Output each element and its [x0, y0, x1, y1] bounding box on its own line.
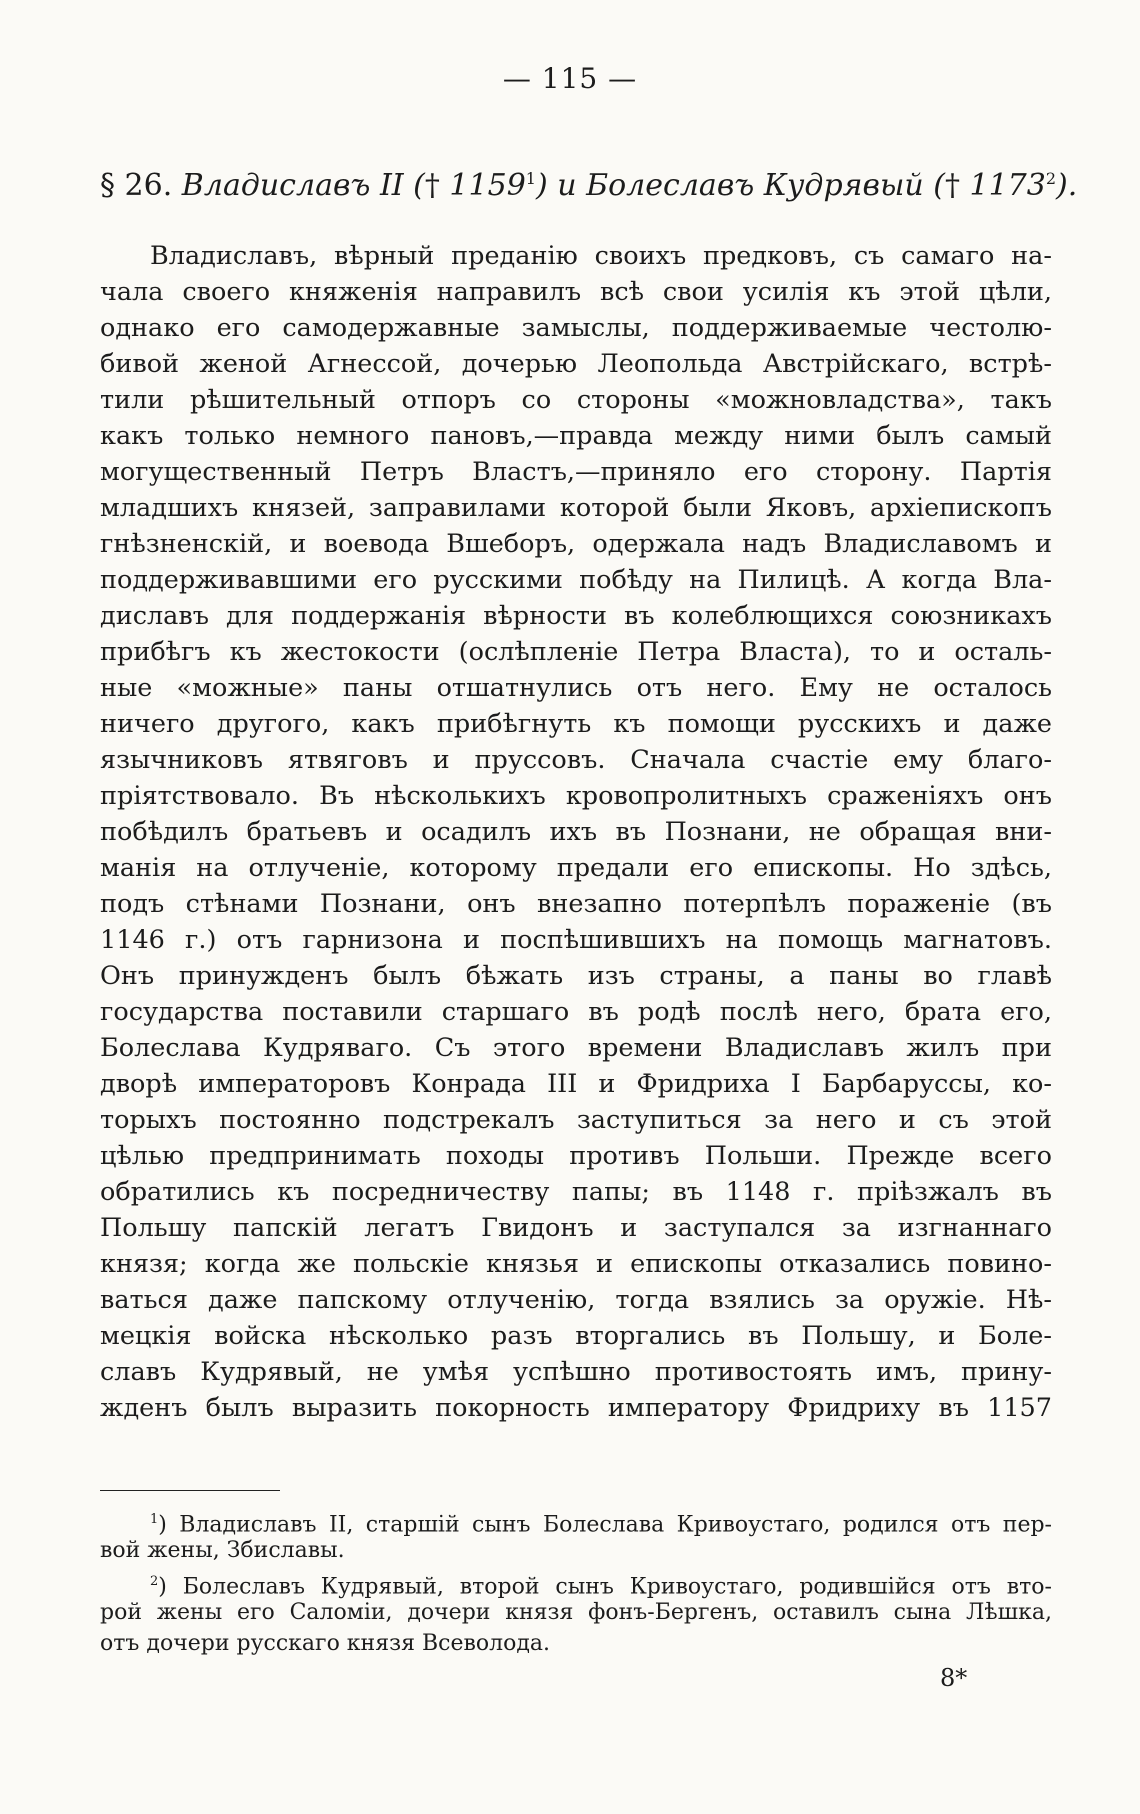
- heading-year-1: 1159: [439, 168, 526, 203]
- body-line: подъ стѣнами Познани, онъ внезапно потерпѣлъ пораженіе (въ: [100, 889, 1052, 919]
- body-line: однако его самодержавные замыслы, поддерживаемые честолю-: [100, 313, 1052, 343]
- footnote-mark: 2: [150, 1574, 159, 1589]
- footnote-text: вой жены, Збиславы.: [100, 1538, 345, 1563]
- body-line: жденъ былъ выразить покорность императору Фридриху въ 1157: [100, 1393, 1052, 1423]
- body-line: Польшу папскій легатъ Гвидонъ и заступался за изгнаннаго: [100, 1213, 1052, 1243]
- footnote-text: ) Болеславъ Кудрявый, второй сынъ Кривоустаго, родившійся отъ вто-: [158, 1574, 1052, 1600]
- footnote-line: [100, 1504, 1052, 1538]
- footnote-text: рой жены его Саломіи, дочери князя фонъ-Бергенъ, оставилъ сына Лѣшка,: [100, 1600, 1052, 1625]
- section-number: § 26.: [100, 168, 173, 203]
- body-line: пріятствовало. Въ нѣсколькихъ кровопролитныхъ сраженіяхъ онъ: [100, 781, 1052, 811]
- page-number: — 115 —: [502, 62, 638, 95]
- body-line: младшихъ князей, заправилами которой были Яковъ, архіепископъ: [100, 493, 1052, 523]
- body-line: побѣдилъ братьевъ и осадилъ ихъ въ Познани, не обращая вни-: [100, 817, 1052, 847]
- body-line: диславъ для поддержанія вѣрности въ колеблющихся союзникахъ: [100, 601, 1052, 631]
- body-line: поддерживавшими его русскими побѣду на Пилицѣ. А когда Вла-: [100, 565, 1052, 595]
- footnote-line: [100, 1566, 1052, 1600]
- body-line: князя; когда же польскіе князья и епископы отказались повино-: [100, 1249, 1052, 1279]
- heading-title-part-2: ) и Болеславъ Кудрявый (: [535, 168, 945, 203]
- body-line: ничего другого, какъ прибѣгнуть къ помощи русскихъ и даже: [100, 709, 1052, 739]
- footnote-line: [100, 1628, 1052, 1659]
- body-line: тили рѣшительный отпоръ со стороны «можновладства», такъ: [100, 385, 1052, 415]
- body-line: манія на отлученіе, которому предали его епископы. Но здѣсь,: [100, 853, 1052, 883]
- body-line: государства поставили старшаго въ родѣ послѣ него, брата его,: [100, 997, 1052, 1027]
- dagger-1: †: [424, 168, 440, 203]
- section-heading: [100, 168, 1078, 203]
- body-line: бивой женой Агнессой, дочерью Леопольда Австрійскаго, встрѣ-: [100, 349, 1052, 379]
- body-line: ные «можные» паны отшатнулись отъ него. Ему не осталось: [100, 673, 1052, 703]
- footnote-ref-1[interactable]: 1: [525, 169, 536, 188]
- footnote-mark: 1: [150, 1512, 159, 1527]
- footnote-line: [100, 1535, 1052, 1566]
- heading-title-part-1: Владиславъ II (: [181, 168, 425, 203]
- body-line: торыхъ постоянно подстрекалъ заступиться за него и съ этой: [100, 1105, 1052, 1135]
- footnote-text: отъ дочери русскаго князя Всеволода.: [100, 1631, 550, 1656]
- heading-year-2: 1173: [959, 168, 1046, 203]
- footnote-divider: [100, 1490, 280, 1491]
- body-line: Болеслава Кудряваго. Съ этого времени Владиславъ жилъ при: [100, 1033, 1052, 1063]
- body-text: [100, 238, 1052, 1426]
- body-line: Онъ принужденъ былъ бѣжать изъ страны, а паны во главѣ: [100, 961, 1052, 991]
- body-line: обратились къ посредничеству папы; въ 1148 г. пріѣзжалъ въ: [100, 1177, 1052, 1207]
- footnote-ref-2[interactable]: 2: [1045, 169, 1057, 188]
- body-line: прибѣгъ къ жестокости (ослѣпленіе Петра Власта), то и осталь-: [100, 637, 1052, 667]
- body-line: дворѣ императоровъ Конрада III и Фридриха I Барбаруссы, ко-: [100, 1069, 1052, 1099]
- body-line: гнѣзненскій, и воевода Вшеборъ, одержала надъ Владиславомъ и: [100, 529, 1052, 559]
- body-line: язычниковъ ятвяговъ и пруссовъ. Сначала счастіе ему благо-: [100, 745, 1052, 775]
- body-line: какъ только немного пановъ,—правда между ними былъ самый: [100, 421, 1052, 451]
- body-line: могущественный Петръ Властъ,—приняло его сторону. Партія: [100, 457, 1052, 487]
- body-line: чала своего княженія направилъ всѣ свои усилія къ этой цѣли,: [100, 277, 1052, 307]
- body-line: цѣлью предпринимать походы противъ Польши. Прежде всего: [100, 1141, 1052, 1171]
- body-line: 1146 г.) отъ гарнизона и поспѣшившихъ на помощь магнатовъ.: [100, 925, 1052, 955]
- signature-mark: 8*: [940, 1664, 968, 1692]
- body-line: мецкія войска нѣсколько разъ вторгались въ Польшу, и Боле-: [100, 1321, 1052, 1351]
- heading-close: ).: [1056, 168, 1078, 203]
- body-line: ваться даже папскому отлученію, тогда взялись за оружіе. Нѣ-: [100, 1285, 1052, 1315]
- body-line: славъ Кудрявый, не умѣя успѣшно противостоять имъ, прину-: [100, 1357, 1052, 1387]
- footnote-line: [100, 1597, 1052, 1628]
- dagger-2: †: [944, 168, 960, 203]
- footnotes: [100, 1504, 1052, 1659]
- body-line: Владиславъ, вѣрный преданію своихъ предковъ, съ самаго на-: [150, 241, 1052, 271]
- footnote-text: ) Владиславъ II, старшій сынъ Болеслава Кривоустаго, родился отъ пер-: [158, 1512, 1052, 1538]
